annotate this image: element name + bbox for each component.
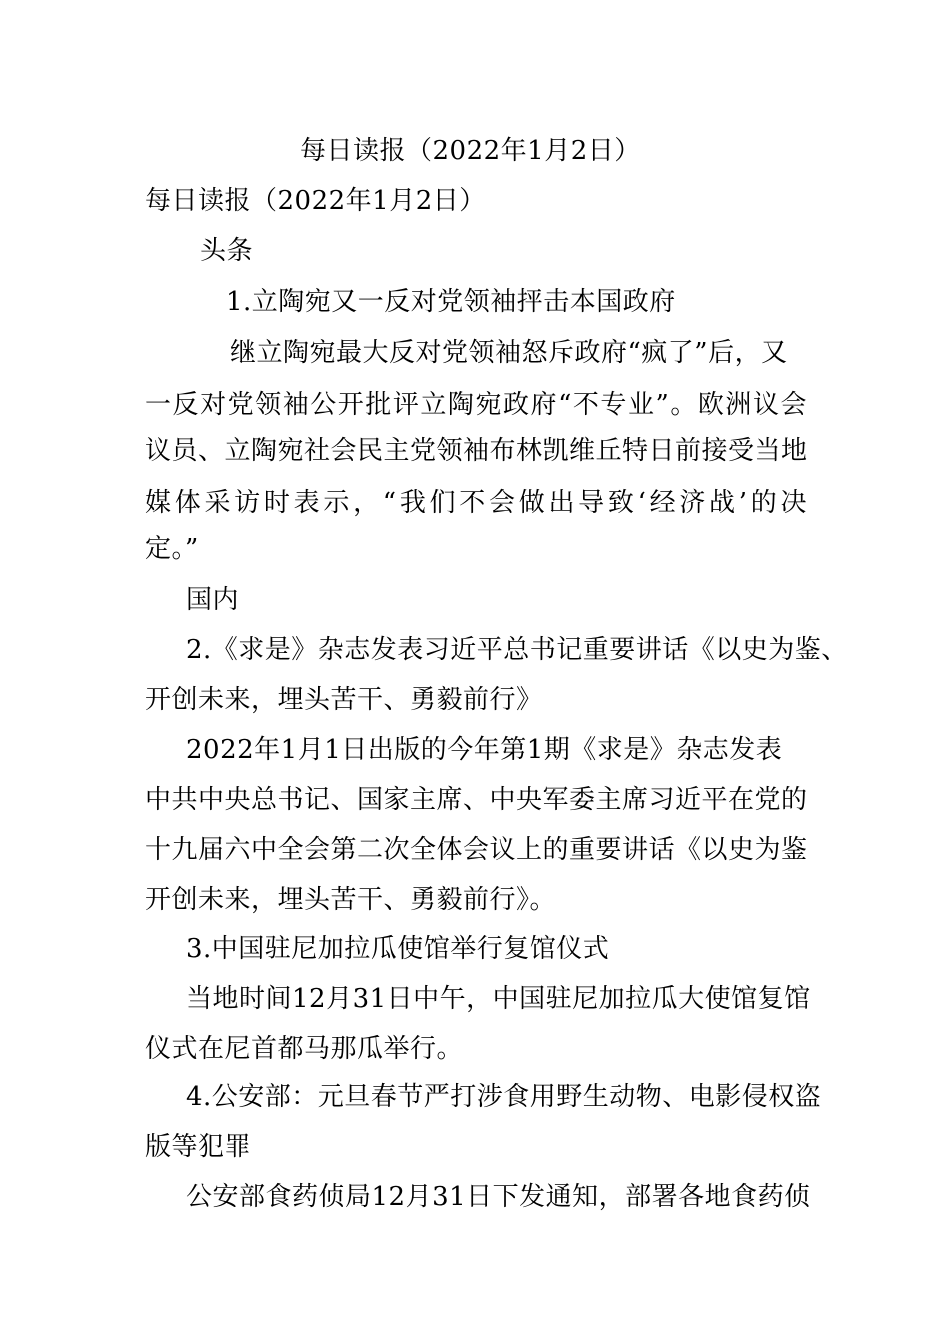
- item-3-body-line: 当地时间12月31日中午，中国驻尼加拉瓜大使馆复馆: [186, 984, 811, 1014]
- item-4-heading-line: 4.公安部：元旦春节严打涉食用野生动物、电影侵权盗: [186, 1082, 822, 1112]
- item-2-body-line: 十九届六中全会第二次全体会议上的重要讲话《以史为鉴: [145, 835, 808, 865]
- item-2-body-line: 2022年1月1日出版的今年第1期《求是》杂志发表: [186, 735, 783, 765]
- item-2-heading-line: 开创未来，埋头苦干、勇毅前行》: [145, 685, 543, 715]
- item-1-body-line: 议员、立陶宛社会民主党领袖布林凯维丘特日前接受当地: [145, 436, 808, 466]
- item-3-body-line: 仪式在尼首都马那瓜举行。: [145, 1034, 464, 1064]
- item-3-heading: 3.中国驻尼加拉瓜使馆举行复馆仪式: [186, 934, 610, 964]
- item-4-heading-line: 版等犯罪: [145, 1132, 252, 1162]
- section-label-headline: 头条: [200, 236, 254, 266]
- document-subtitle: 每日读报（2022年1月2日）: [145, 186, 486, 216]
- item-1-body-line: 定。”: [145, 534, 199, 564]
- item-2-body-line: 开创未来，埋头苦干、勇毅前行》。: [145, 885, 557, 915]
- item-2-body-line: 中共中央总书记、国家主席、中央军委主席习近平在党的: [145, 785, 808, 815]
- item-1-body-line: 媒体采访时表示，“我们不会做出导致‘经济战’的决: [145, 488, 807, 518]
- item-1-heading: 1.立陶宛又一反对党领袖抨击本国政府: [226, 287, 676, 317]
- item-1-body-line: 继立陶宛最大反对党领袖怒斥政府“疯了”后，又: [230, 338, 788, 368]
- section-label-domestic: 国内: [186, 585, 240, 615]
- item-4-body-line: 公安部食药侦局12月31日下发通知，部署各地食药侦: [186, 1182, 811, 1212]
- document-title: 每日读报（2022年1月2日）: [300, 136, 641, 166]
- item-1-body-line: 一反对党领袖公开批评立陶宛政府“不专业”。欧洲议会: [145, 390, 807, 420]
- item-2-heading-line: 2.《求是》杂志发表习近平总书记重要讲话《以史为鉴、: [186, 635, 848, 665]
